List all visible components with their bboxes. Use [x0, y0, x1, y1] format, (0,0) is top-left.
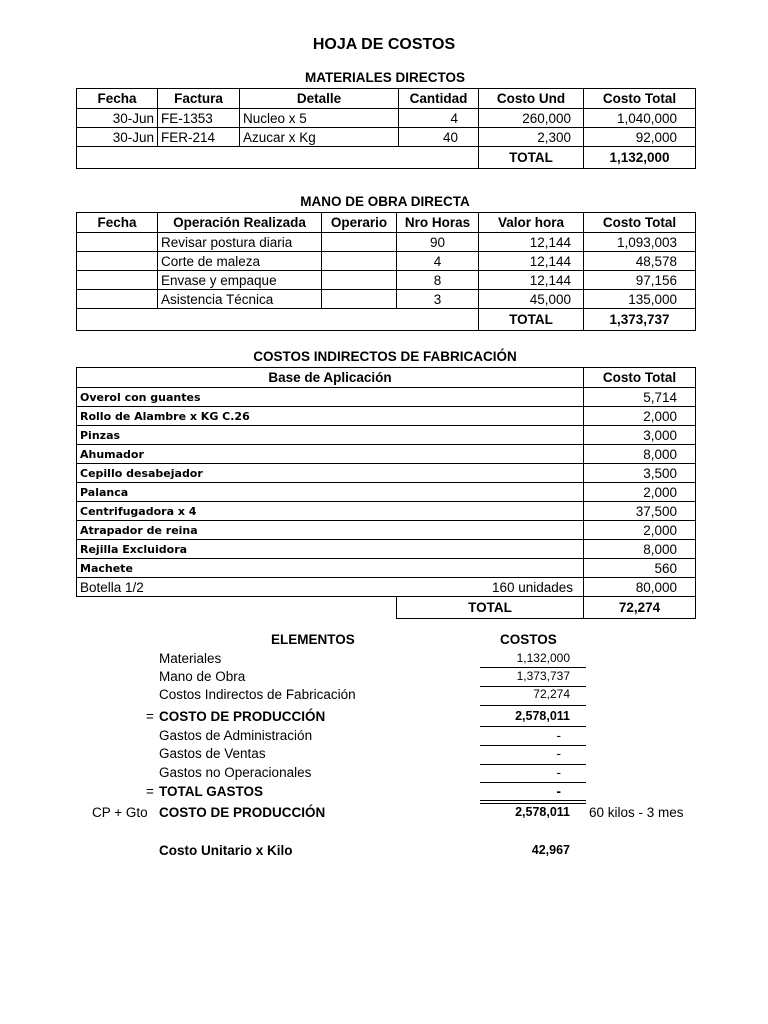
table-row [77, 540, 696, 559]
mano-obra-value: 1,373,737 [516, 669, 570, 683]
gastos-ventas-value: - [556, 746, 561, 761]
table-row [77, 426, 696, 445]
col-header: Fecha [77, 213, 158, 233]
cell-costo-total: 97,156 [584, 271, 696, 290]
cell-costo-total: 2,000 [584, 521, 696, 540]
cell-horas: 8 [397, 271, 479, 290]
gastos-admin-value: - [556, 728, 561, 743]
cell-operacion: Revisar postura diaria [158, 233, 322, 252]
table-row [77, 464, 696, 483]
gastos-ventas-label: Gastos de Ventas [159, 746, 266, 761]
cell-horas: 3 [397, 290, 479, 309]
cell-item: Atrapador de reina [77, 521, 584, 540]
cell-horas: 4 [397, 252, 479, 271]
cif-total-row [77, 597, 696, 619]
cell-costo-total: 8,000 [584, 540, 696, 559]
mano-obra-heading: MANO DE OBRA DIRECTA [300, 194, 470, 209]
materiales-header-row [77, 89, 696, 109]
gastos-no-op-label: Gastos no Operacionales [159, 765, 312, 780]
divider [480, 800, 586, 801]
table-row [77, 128, 696, 147]
cell-cantidad: 40 [399, 128, 479, 147]
cell-fecha [77, 233, 158, 252]
mano-obra-header-row [77, 213, 696, 233]
cell-costo-und: 2,300 [479, 128, 584, 147]
materiales-table [76, 88, 696, 169]
cell-item: Palanca [77, 483, 584, 502]
mano-obra-label: Mano de Obra [159, 669, 246, 684]
costo-produccion-label: COSTO DE PRODUCCIÓN [159, 709, 326, 724]
cell-fecha [77, 252, 158, 271]
cell-costo-total: 8,000 [584, 445, 696, 464]
cell-operario [322, 271, 397, 290]
materiales-value: 1,132,000 [516, 651, 570, 665]
cell-costo-total: 92,000 [584, 128, 696, 147]
cell-costo-total: 560 [584, 559, 696, 578]
cell-fecha: 30-Jun [77, 128, 158, 147]
cell-operacion: Envase y empaque [158, 271, 322, 290]
cell-costo-total: 2,000 [584, 407, 696, 426]
cell-item: Ahumador [77, 445, 584, 464]
table-row [77, 252, 696, 271]
cell-costo-total: 80,000 [584, 578, 696, 597]
total-label: TOTAL [479, 147, 584, 169]
cell-costo-total: 3,500 [584, 464, 696, 483]
table-row [77, 521, 696, 540]
table-row [77, 109, 696, 128]
table-row [77, 483, 696, 502]
col-header: Valor hora [479, 213, 584, 233]
table-row [77, 290, 696, 309]
cell-valor-hora: 12,144 [479, 252, 584, 271]
col-header: Costo Total [584, 213, 696, 233]
cell-item: Pinzas [77, 426, 584, 445]
table-row [77, 407, 696, 426]
elementos-header: ELEMENTOS [271, 632, 355, 647]
cell-operario [322, 252, 397, 271]
cell-item: Centrifugadora x 4 [77, 502, 584, 521]
costo-unitario-value: 42,967 [531, 843, 570, 857]
cif-value: 72,274 [533, 687, 570, 701]
cell-costo-und: 260,000 [479, 109, 584, 128]
table-row [77, 271, 696, 290]
total-value: 1,132,000 [584, 147, 696, 169]
col-header: Nro Horas [397, 213, 479, 233]
cell-factura: FER-214 [158, 128, 240, 147]
mano-obra-table [76, 212, 696, 331]
cell-detalle: Nucleo x 5 [240, 109, 399, 128]
total-label: TOTAL [479, 309, 584, 331]
cif-heading: COSTOS INDIRECTOS DE FABRICACIÓN [253, 349, 517, 364]
col-header: Costo Total [584, 368, 696, 388]
col-header: Costo Und [479, 89, 584, 109]
cell-valor-hora: 12,144 [479, 271, 584, 290]
cell-cantidad: 4 [399, 109, 479, 128]
cell-operacion: Asistencia Técnica [158, 290, 322, 309]
cell-item: Botella 1/2 [77, 578, 397, 597]
cif-header-row [77, 368, 696, 388]
costo-final-value: 2,578,011 [515, 805, 570, 819]
table-row [77, 559, 696, 578]
costo-unitario-label: Costo Unitario x Kilo [159, 843, 293, 858]
materiales-label: Materiales [159, 651, 222, 666]
costo-produccion-value: 2,578,011 [515, 709, 570, 723]
col-header: Factura [158, 89, 240, 109]
cell-operacion: Corte de maleza [158, 252, 322, 271]
total-value: 1,373,737 [584, 309, 696, 331]
divider [480, 705, 586, 706]
col-header: Operación Realizada [158, 213, 322, 233]
cif-label: Costos Indirectos de Fabricación [159, 687, 356, 702]
cell-valor-hora: 45,000 [479, 290, 584, 309]
cell-costo-total: 48,578 [584, 252, 696, 271]
cell-item: Rejilla Excluidora [77, 540, 584, 559]
cell-factura: FE-1353 [158, 109, 240, 128]
col-header: Cantidad [399, 89, 479, 109]
empty-cell [77, 147, 479, 169]
table-row [77, 445, 696, 464]
total-label: TOTAL [397, 597, 584, 619]
costo-final-note: 60 kilos - 3 mes [589, 805, 684, 820]
col-header: Fecha [77, 89, 158, 109]
equals-sign: = [146, 784, 154, 799]
empty-cell [77, 309, 479, 331]
cell-item: Cepillo desabejador [77, 464, 584, 483]
table-row [77, 502, 696, 521]
cell-costo-total: 3,000 [584, 426, 696, 445]
total-gastos-label: TOTAL GASTOS [159, 784, 264, 799]
cell-costo-total: 135,000 [584, 290, 696, 309]
cell-costo-total: 37,500 [584, 502, 696, 521]
col-header: Detalle [240, 89, 399, 109]
cell-operario [322, 290, 397, 309]
table-row [77, 388, 696, 407]
materiales-total-row [77, 147, 696, 169]
cell-item: Overol con guantes [77, 388, 584, 407]
cell-item: Rollo de Alambre x KG C.26 [77, 407, 584, 426]
mano-obra-total-row [77, 309, 696, 331]
materiales-heading: MATERIALES DIRECTOS [304, 70, 465, 85]
page-title: HOJA DE COSTOS [312, 36, 456, 53]
table-row [77, 578, 696, 597]
cell-note: 160 unidades [397, 578, 584, 597]
total-value: 72,274 [584, 597, 696, 619]
cell-item: Machete [77, 559, 584, 578]
total-gastos-value: - [556, 784, 561, 799]
equals-sign: = [146, 709, 154, 724]
cell-fecha: 30-Jun [77, 109, 158, 128]
col-header: Costo Total [584, 89, 696, 109]
cell-costo-total: 2,000 [584, 483, 696, 502]
cell-operario [322, 233, 397, 252]
col-header: Base de Aplicación [77, 368, 584, 388]
cell-costo-total: 1,093,003 [584, 233, 696, 252]
empty-cell [77, 597, 397, 619]
costo-final-label: COSTO DE PRODUCCIÓN [159, 805, 326, 820]
cell-costo-total: 1,040,000 [584, 109, 696, 128]
gastos-no-op-value: - [556, 765, 561, 780]
cell-horas: 90 [397, 233, 479, 252]
gastos-admin-label: Gastos de Administración [159, 728, 313, 743]
costos-header: COSTOS [500, 632, 557, 647]
cell-valor-hora: 12,144 [479, 233, 584, 252]
col-header: Operario [322, 213, 397, 233]
cif-table [76, 367, 696, 619]
cell-fecha [77, 271, 158, 290]
cell-detalle: Azucar x Kg [240, 128, 399, 147]
cell-fecha [77, 290, 158, 309]
table-row [77, 233, 696, 252]
cp-gto-prefix: CP + Gto [92, 805, 148, 820]
cell-costo-total: 5,714 [584, 388, 696, 407]
